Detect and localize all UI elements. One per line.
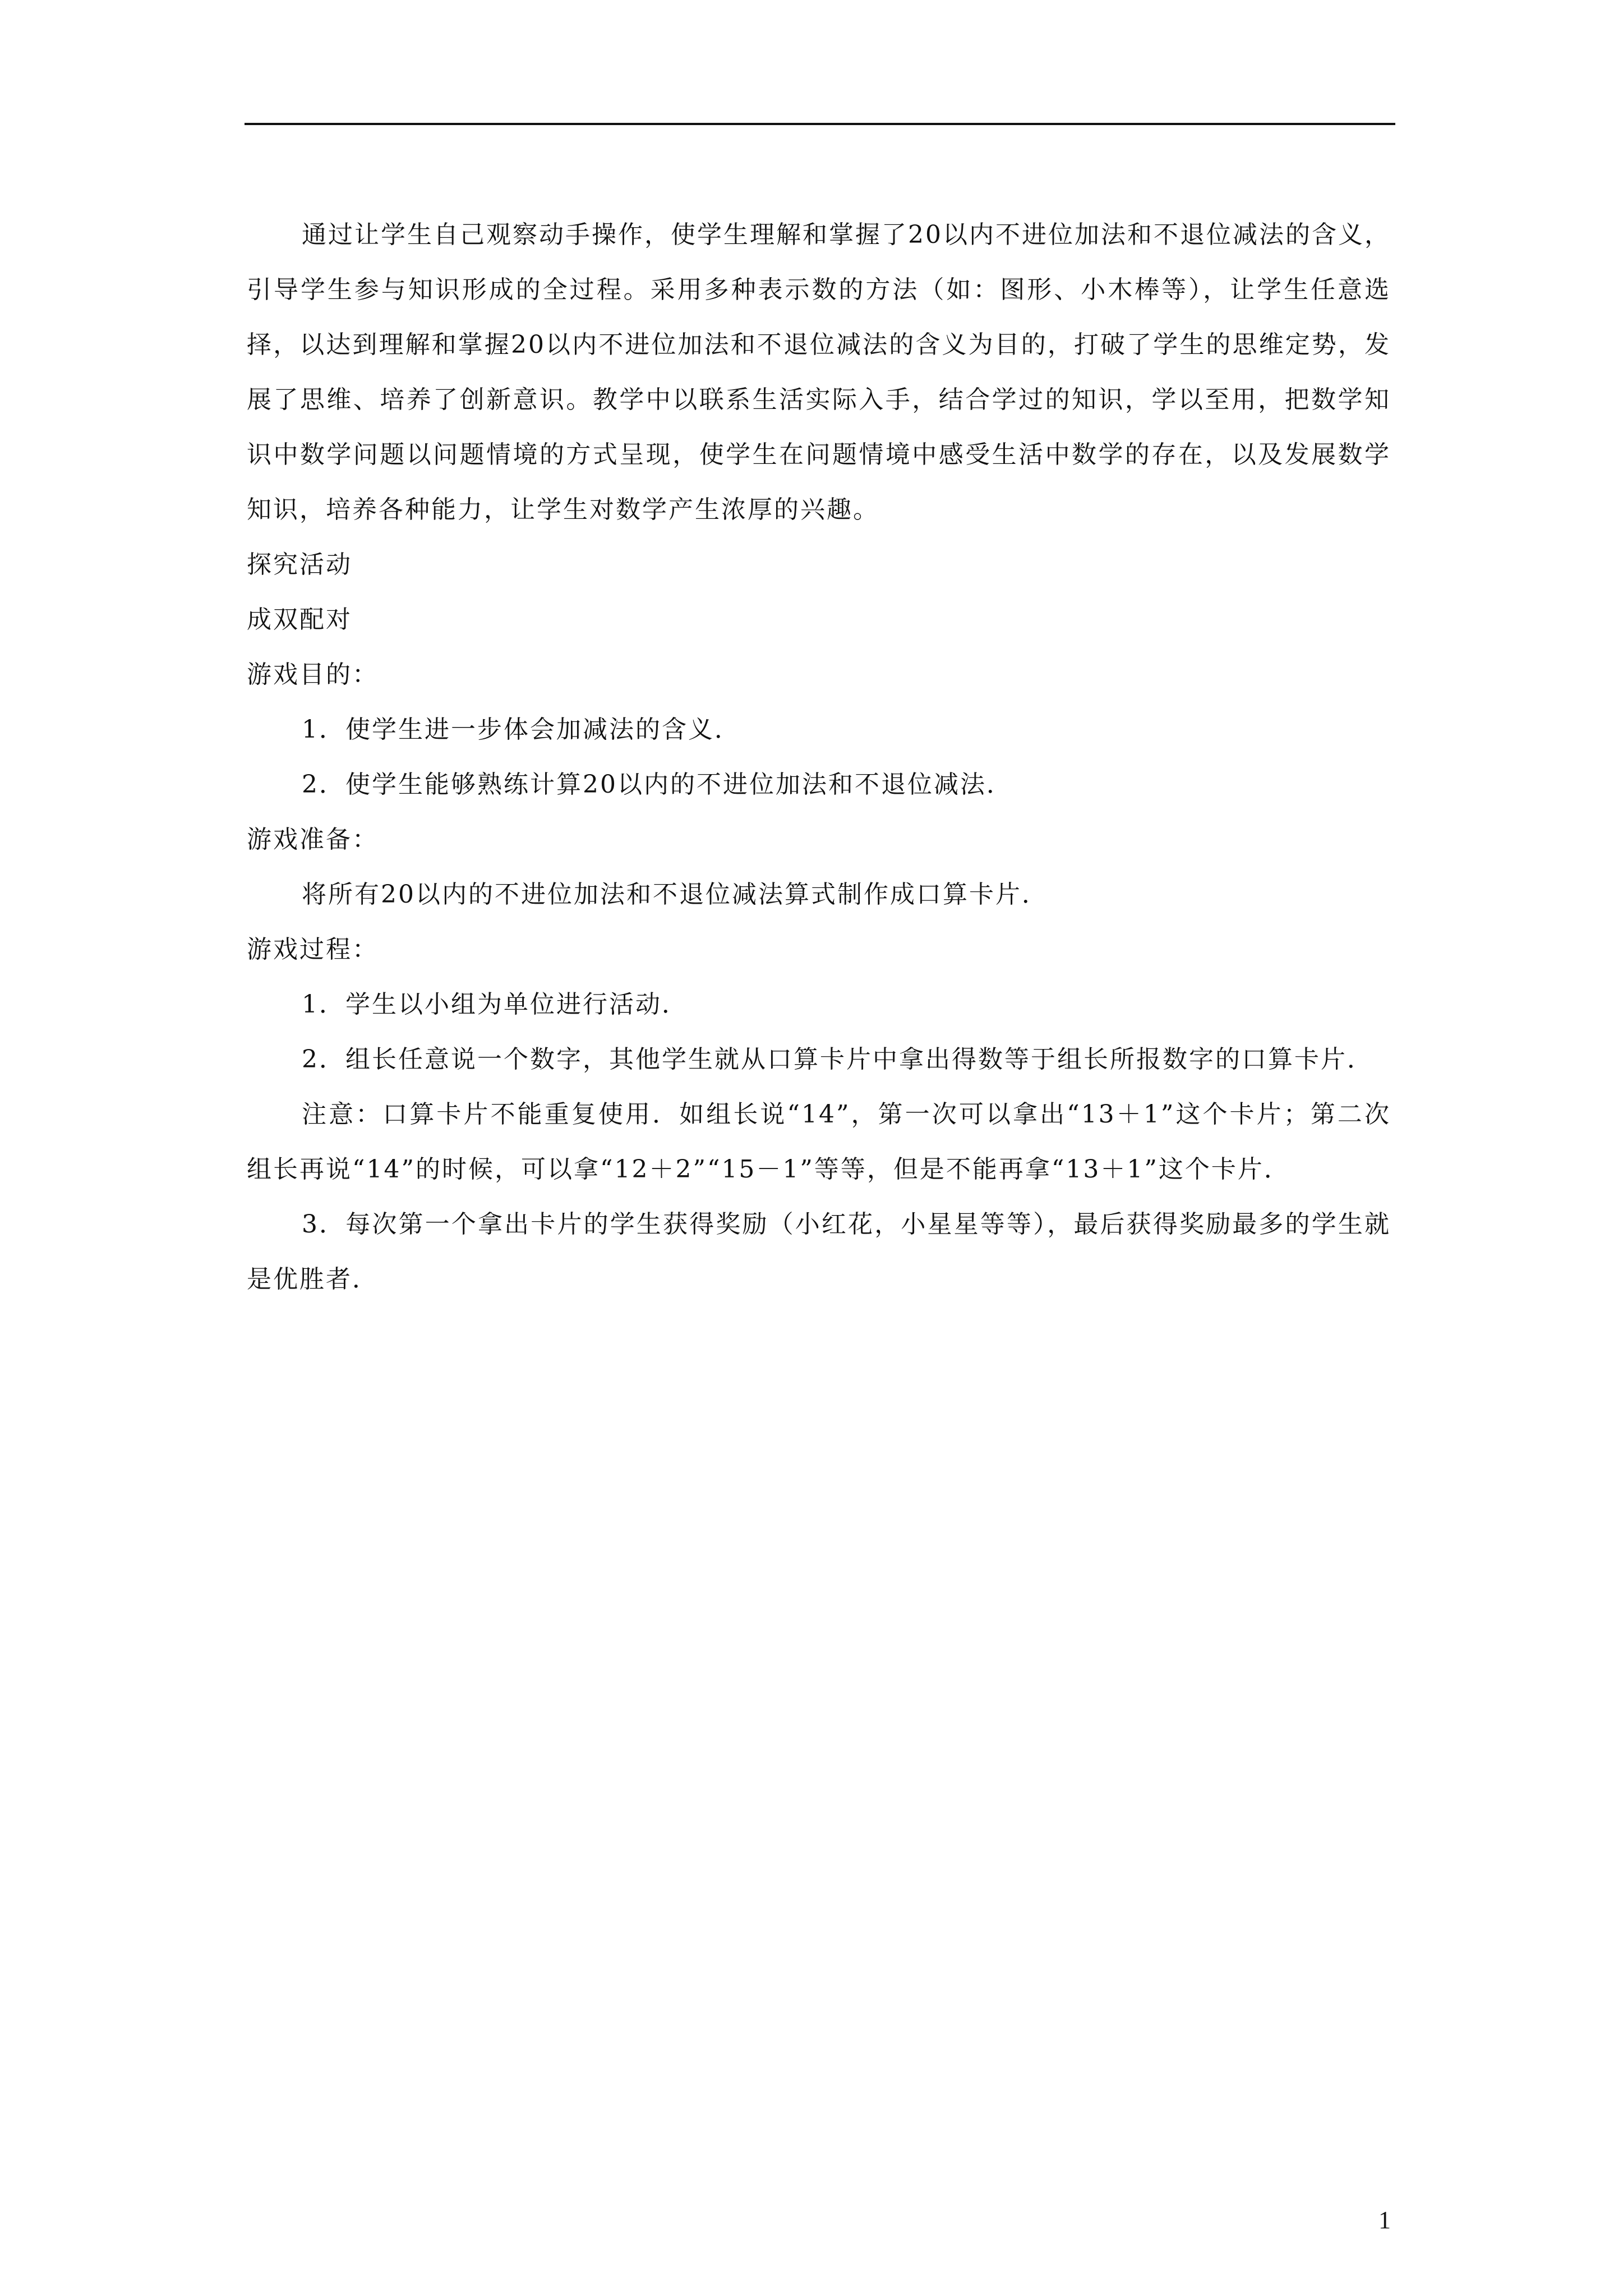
process-step-1: 1．学生以小组为单位进行活动．	[302, 990, 688, 1019]
preparation-text: 将所有20以内的不进位加法和不退位减法算式制作成口算卡片．	[302, 880, 1048, 909]
game-preparation-heading: 游戏准备：	[247, 825, 379, 854]
purpose-item-2: 2．使学生能够熟练计算20以内的不进位加法和不退位减法．	[302, 770, 1013, 799]
game-title: 成双配对	[247, 605, 352, 634]
process-note: 注意：口算卡片不能重复使用．如组长说“14”，第一次可以拿出“13＋1”这个卡片；第二次组长再说“14”的时候，可以拿“12＋2”“15－1”等等，但是不能再拿“13＋1”这个卡片．	[247, 1100, 1391, 1184]
page-number: 1	[1378, 2206, 1391, 2234]
game-process-heading: 游戏过程：	[247, 935, 379, 964]
intro-paragraph: 通过让学生自己观察动手操作，使学生理解和掌握了20以内不进位加法和不退位减法的含义，引导学生参与知识形成的全过程。采用多种表示数的方法（如：图形、小木棒等），让学生任意选择，以达到理解和掌握20以内不进位加法和不退位减法的含义为目的，打破了学生的思维定势，发展了思维、培养了创新意识。教学中以联系生活实际入手，结合学过的知识，学以至用，把数学知识中数学问题以问题情境的方式呈现，使学生在问题情境中感受生活中数学的存在，以及发展数学知识，培养各种能力，让学生对数学产生浓厚的兴趣。	[247, 220, 1391, 524]
process-step-2: 2．组长任意说一个数字，其他学生就从口算卡片中拿出得数等于组长所报数字的口算卡片．	[302, 1045, 1373, 1074]
game-purpose-heading: 游戏目的：	[247, 660, 379, 689]
header-rule	[245, 123, 1395, 125]
section-heading-activity: 探究活动	[247, 550, 352, 579]
purpose-item-1: 1．使学生进一步体会加减法的含义．	[302, 715, 741, 744]
document-body	[247, 208, 1391, 1307]
process-step-3: 3．每次第一个拿出卡片的学生获得奖励（小红花，小星星等等），最后获得奖励最多的学生就是优胜者．	[247, 1210, 1391, 1294]
